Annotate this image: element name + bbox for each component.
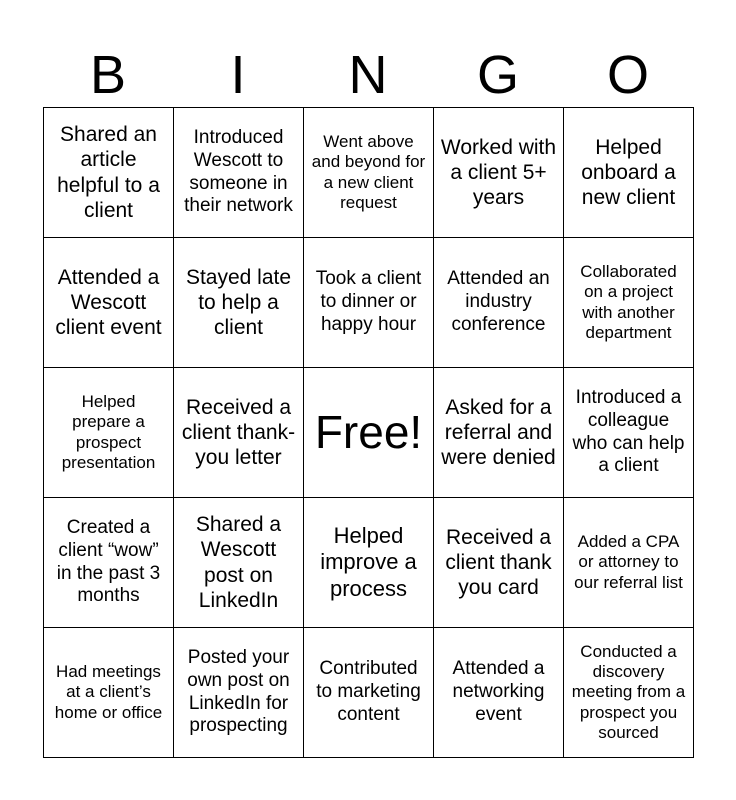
square-text: Conducted a discovery meeting from a prospect you sourced (571, 641, 686, 743)
square-text: Took a client to dinner or happy hour (315, 268, 422, 335)
bingo-square[interactable] (44, 498, 174, 628)
square-text: Attended a networking event (452, 658, 545, 725)
square-text: Contributed to marketing content (316, 658, 421, 725)
square-text: Posted your own post on LinkedIn for prospecting (187, 646, 290, 737)
bingo-square[interactable] (304, 498, 434, 628)
bingo-square[interactable] (304, 628, 434, 758)
square-text: Went above and beyond for a new client request (311, 131, 426, 212)
bingo-square[interactable] (434, 368, 564, 498)
free-square[interactable] (304, 368, 434, 498)
header-letter-o: O (606, 45, 649, 105)
free-square-text: Free! (314, 405, 423, 458)
bingo-square[interactable] (174, 368, 304, 498)
header-letter-i: I (230, 45, 246, 105)
square-text: Shared an article helpful to a client (57, 123, 160, 222)
square-text: Introduced a colleague who can help a client (572, 386, 685, 477)
bingo-square[interactable] (434, 498, 564, 628)
header-letter-g: G (476, 45, 519, 105)
bingo-square[interactable] (174, 238, 304, 368)
bingo-square[interactable] (44, 368, 174, 498)
header-letter-b: B (89, 45, 127, 105)
bingo-square[interactable] (564, 628, 694, 758)
bingo-square[interactable] (564, 498, 694, 628)
square-text: Stayed late to help a client (185, 265, 292, 340)
bingo-square[interactable] (434, 628, 564, 758)
square-text: Helped improve a process (320, 522, 417, 601)
square-text: Helped onboard a new client (581, 135, 676, 210)
square-text: Worked with a client 5+ years (440, 135, 557, 210)
bingo-square[interactable] (434, 108, 564, 238)
square-text: Received a client thank you card (445, 525, 552, 600)
square-text: Received a client thank-you letter (181, 395, 296, 470)
bingo-square[interactable] (174, 628, 304, 758)
square-text: Asked for a referral and were denied (441, 395, 556, 470)
bingo-header (43, 44, 693, 106)
header-letter-n: N (348, 45, 388, 105)
square-text: Created a client “wow” in the past 3 months (56, 516, 161, 607)
bingo-square[interactable] (564, 238, 694, 368)
bingo-square[interactable] (564, 368, 694, 498)
bingo-square[interactable] (174, 498, 304, 628)
bingo-square[interactable] (44, 238, 174, 368)
square-text: Shared a Wescott post on LinkedIn (195, 513, 282, 612)
square-text: Introduced Wescott to someone in their network (184, 126, 293, 217)
square-text: Attended a Wescott client event (55, 265, 162, 340)
square-text: Had meetings at a client’s home or office (54, 661, 163, 722)
square-text: Attended an industry conference (447, 268, 550, 335)
bingo-square[interactable] (304, 108, 434, 238)
bingo-square[interactable] (174, 108, 304, 238)
bingo-square[interactable] (564, 108, 694, 238)
bingo-square[interactable] (434, 238, 564, 368)
bingo-card-grid (43, 107, 694, 758)
square-text: Added a CPA or attorney to our referral list (574, 531, 683, 592)
bingo-square[interactable] (44, 628, 174, 758)
bingo-square[interactable] (44, 108, 174, 238)
square-text: Collaborated on a project with another department (580, 261, 677, 342)
bingo-square[interactable] (304, 238, 434, 368)
square-text: Helped prepare a prospect presentation (61, 391, 156, 472)
